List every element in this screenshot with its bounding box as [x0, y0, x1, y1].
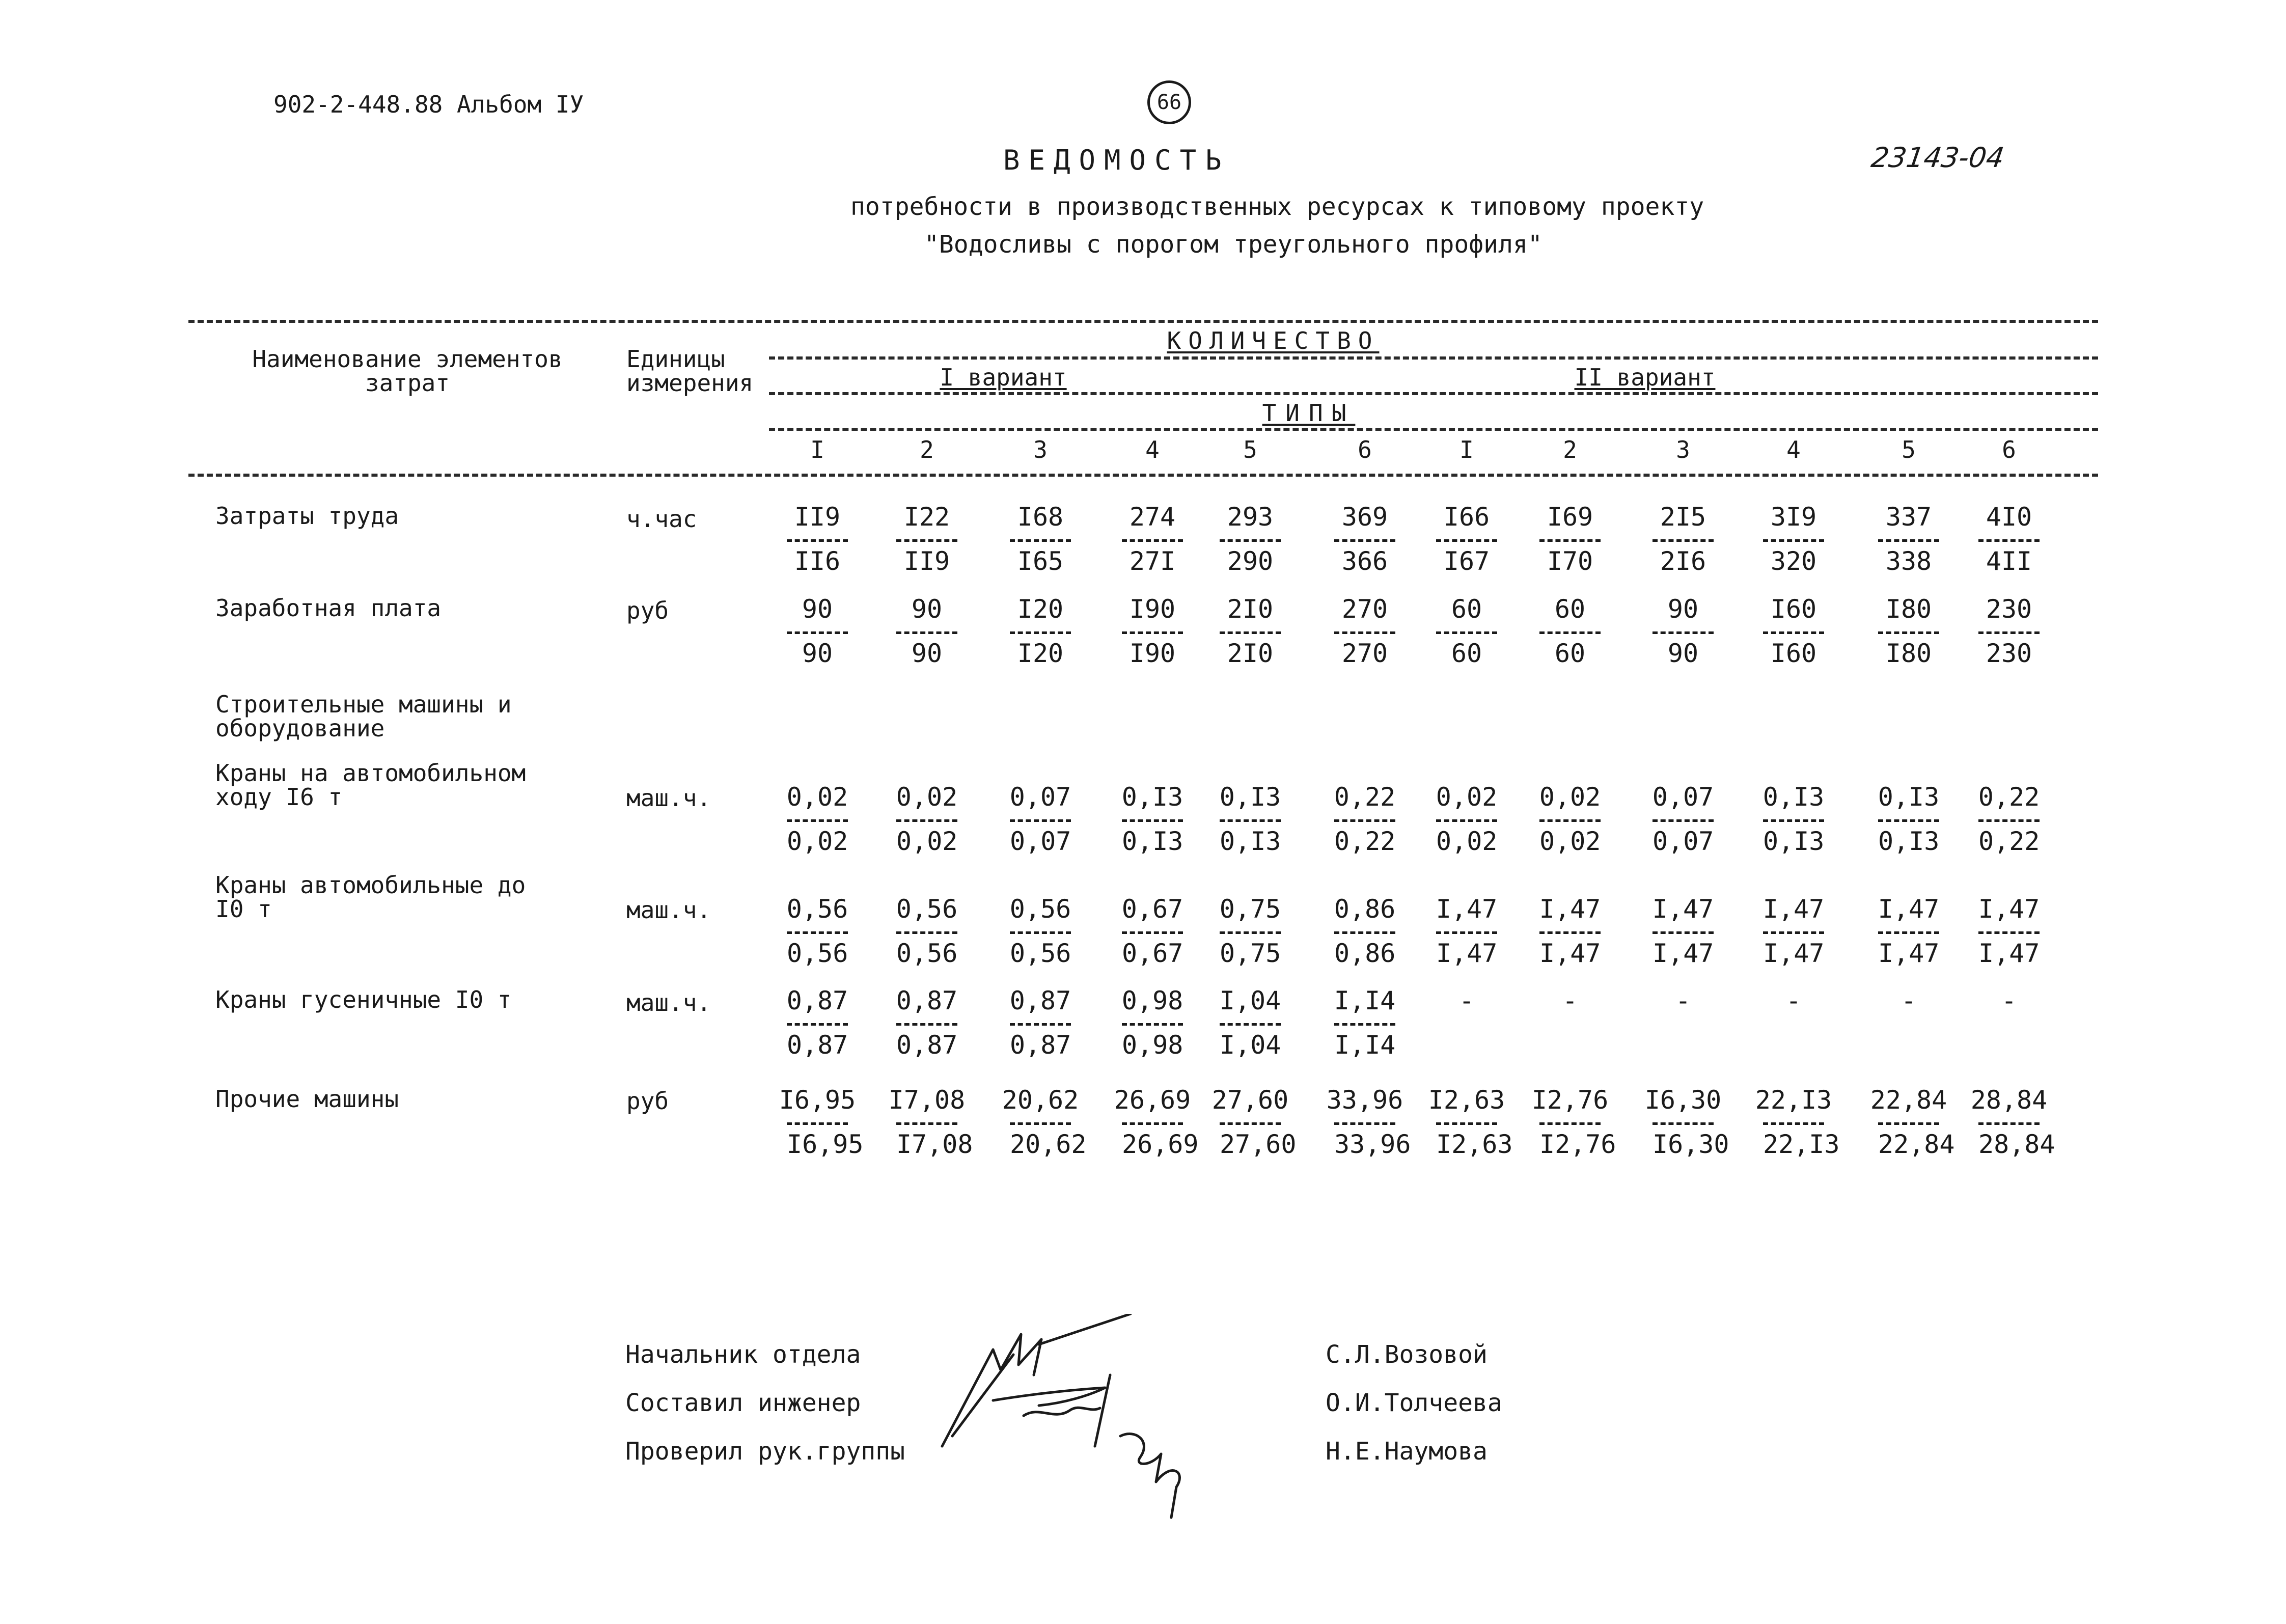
value-denominator: 26,69: [1122, 1122, 1183, 1160]
value-cell: [1411, 502, 1523, 576]
value-cell: [1194, 985, 1306, 1060]
value-denominator: 60: [1436, 631, 1497, 669]
value-numerator: I90: [1129, 594, 1176, 624]
value-cell: [1309, 594, 1421, 669]
signature-name-2: О.И.Толчеева: [1326, 1389, 1502, 1417]
value-numerator: 0,02: [1539, 782, 1601, 812]
value-denominator: 0,56: [896, 931, 957, 969]
value-cell: [1194, 502, 1306, 576]
value-cell: [984, 1085, 1096, 1160]
value-cell: [871, 502, 983, 576]
value-numerator: 4I0: [1986, 502, 2032, 532]
value-denominator: 90: [896, 631, 957, 669]
value-cell: [1309, 1085, 1421, 1160]
value-denominator: 338: [1878, 539, 1939, 576]
value-cell: [1953, 894, 2065, 969]
value-numerator: 26,69: [1114, 1085, 1191, 1115]
row-label: Затраты труда: [215, 502, 399, 530]
value-numerator: 0,56: [1009, 894, 1071, 924]
value-denominator: 230: [1978, 631, 2040, 669]
value-numerator: I,47: [1539, 894, 1601, 924]
value-cell: [1309, 985, 1421, 1060]
value-numerator: 28,84: [1970, 1085, 2048, 1115]
variant-2-header: II вариант: [1553, 366, 1737, 390]
value-denominator: I60: [1763, 631, 1824, 669]
type-number-cell: 5: [1243, 436, 1257, 463]
value-numerator: 0,87: [786, 986, 848, 1015]
page-number-circle: 66: [1147, 80, 1191, 124]
row-unit: ч.час: [626, 505, 697, 533]
value-cell: [1953, 1085, 2065, 1160]
value-cell: [1411, 594, 1523, 669]
value-denominator: 0,22: [1334, 819, 1395, 857]
value-numerator: I,47: [1978, 894, 2040, 924]
value-cell: [1309, 782, 1421, 857]
value-cell: [1953, 502, 2065, 576]
value-cell: [1853, 502, 1965, 576]
value-denominator: I6,30: [1652, 1122, 1714, 1160]
value-denominator: II6: [787, 539, 848, 576]
value-numerator: I68: [1017, 502, 1064, 532]
header-rule-types: [769, 428, 2098, 431]
value-numerator: 0,86: [1334, 894, 1396, 924]
document-title: ВЕДОМОСТЬ: [1003, 144, 1230, 176]
row-unit: руб: [626, 1087, 669, 1115]
value-numerator: I20: [1017, 594, 1064, 624]
value-cell: [1738, 502, 1850, 576]
value-numerator: 369: [1341, 502, 1388, 532]
value-dash: -: [2001, 986, 2017, 1015]
value-cell: [1096, 894, 1208, 969]
value-denominator: 90: [1652, 631, 1714, 669]
value-numerator: 33,96: [1326, 1085, 1403, 1115]
value-numerator: 0,02: [1436, 782, 1498, 812]
value-denominator: 0,07: [1010, 819, 1071, 857]
value-cell: [761, 502, 873, 576]
value-numerator: 0,I3: [1878, 782, 1940, 812]
value-numerator: I6,95: [779, 1085, 856, 1115]
value-cell: [1738, 894, 1850, 969]
value-cell: [761, 594, 873, 669]
header-rule-variants: [769, 392, 2098, 395]
registration-number: 23143-04: [1869, 142, 2006, 174]
row-label: Заработная плата: [215, 594, 442, 622]
value-numerator: 0,22: [1334, 782, 1396, 812]
value-cell: [871, 782, 983, 857]
value-cell: [1627, 1085, 1739, 1160]
row-label: Краны автомобильные до I0 т: [215, 871, 526, 923]
value-cell: [1953, 594, 2065, 669]
value-denominator: I,47: [1763, 931, 1824, 969]
value-cell: [1309, 894, 1421, 969]
value-cell: [1194, 1085, 1306, 1160]
signature-name-3: Н.Е.Наумова: [1326, 1437, 1488, 1466]
value-numerator: I66: [1443, 502, 1490, 532]
value-numerator: I,47: [1762, 894, 1825, 924]
value-cell: [1627, 985, 1739, 1016]
value-numerator: I2,63: [1428, 1085, 1505, 1115]
value-cell: [1953, 782, 2065, 857]
value-cell: [1096, 985, 1208, 1060]
value-dash: -: [1458, 986, 1475, 1015]
value-denominator: 0,I3: [1122, 819, 1183, 857]
value-denominator: I90: [1122, 631, 1183, 669]
row-unit: маш.ч.: [626, 896, 711, 924]
value-denominator: 0,67: [1122, 931, 1183, 969]
signature-name-1: С.Л.Возовой: [1326, 1340, 1488, 1369]
value-denominator: 27I: [1122, 539, 1183, 576]
type-number-cell: 6: [1358, 436, 1372, 463]
value-denominator: 0,I3: [1763, 819, 1824, 857]
type-number-cell: 4: [1786, 436, 1801, 463]
value-numerator: 0,87: [1009, 986, 1071, 1015]
value-denominator: 2I6: [1652, 539, 1714, 576]
value-cell: [1627, 782, 1739, 857]
value-cell: [871, 894, 983, 969]
variant-1-header: I вариант: [917, 366, 1090, 390]
value-cell: [761, 1085, 873, 1160]
value-numerator: I22: [903, 502, 950, 532]
value-cell: [1096, 594, 1208, 669]
value-cell: [1627, 594, 1739, 669]
value-numerator: 337: [1885, 502, 1932, 532]
table-top-rule: [188, 320, 2098, 323]
document-code: 902-2-448.88 Альбом IУ: [273, 91, 584, 118]
value-numerator: 90: [802, 594, 833, 624]
value-denominator: 0,I3: [1220, 819, 1281, 857]
value-denominator: I,47: [1878, 931, 1939, 969]
value-denominator: 0,02: [787, 819, 848, 857]
value-denominator: I80: [1878, 631, 1939, 669]
value-numerator: 0,98: [1121, 986, 1183, 1015]
value-denominator: I,47: [1652, 931, 1714, 969]
type-number-cell: 5: [1902, 436, 1916, 463]
value-cell: [761, 985, 873, 1060]
type-number-cell: 3: [1033, 436, 1048, 463]
value-numerator: 0,22: [1978, 782, 2040, 812]
value-denominator: I,I4: [1334, 1023, 1395, 1060]
value-denominator: 0,87: [896, 1023, 957, 1060]
value-denominator: 60: [1539, 631, 1601, 669]
value-denominator: 0,02: [1539, 819, 1601, 857]
value-numerator: I2,76: [1531, 1085, 1609, 1115]
value-denominator: 320: [1763, 539, 1824, 576]
value-denominator: I67: [1436, 539, 1497, 576]
type-number-cell: 4: [1145, 436, 1160, 463]
value-denominator: I,47: [1978, 931, 2040, 969]
value-cell: [1953, 985, 2065, 1016]
value-denominator: 290: [1220, 539, 1281, 576]
value-numerator: 2I0: [1227, 594, 1274, 624]
value-cell: [1194, 782, 1306, 857]
row-unit: маш.ч.: [626, 989, 711, 1016]
value-dash: -: [1785, 986, 1802, 1015]
value-denominator: 33,96: [1334, 1122, 1395, 1160]
value-cell: [1853, 782, 1965, 857]
value-numerator: 22,84: [1870, 1085, 1947, 1115]
value-denominator: 366: [1334, 539, 1395, 576]
value-denominator: I7,08: [896, 1122, 957, 1160]
value-denominator: I,47: [1436, 931, 1497, 969]
value-numerator: 3I9: [1770, 502, 1817, 532]
row-unit: маш.ч.: [626, 784, 711, 812]
value-denominator: 0,86: [1334, 931, 1395, 969]
row-label: Краны на автомобильном ходу I6 т: [215, 759, 526, 811]
value-cell: [1096, 782, 1208, 857]
value-cell: [1853, 1085, 1965, 1160]
value-numerator: I60: [1770, 594, 1817, 624]
value-numerator: I7,08: [888, 1085, 966, 1115]
value-numerator: 20,62: [1002, 1085, 1079, 1115]
value-denominator: 2I0: [1220, 631, 1281, 669]
value-cell: [1738, 782, 1850, 857]
value-numerator: 90: [1667, 594, 1699, 624]
value-cell: [984, 985, 1096, 1060]
value-denominator: 0,98: [1122, 1023, 1183, 1060]
type-number-cell: I: [810, 436, 824, 463]
value-denominator: I2,63: [1436, 1122, 1497, 1160]
value-numerator: I,47: [1436, 894, 1498, 924]
value-cell: [1853, 894, 1965, 969]
value-denominator: 22,84: [1878, 1122, 1939, 1160]
value-cell: [1514, 782, 1626, 857]
value-denominator: 0,56: [1010, 931, 1071, 969]
value-cell: [1411, 1085, 1523, 1160]
type-number-cell: 6: [2002, 436, 2016, 463]
value-cell: [871, 594, 983, 669]
value-cell: [1514, 1085, 1626, 1160]
value-numerator: 293: [1227, 502, 1274, 532]
type-number-cell: 2: [1563, 436, 1577, 463]
value-cell: [1627, 894, 1739, 969]
value-cell: [1514, 894, 1626, 969]
row-label: Краны гусеничные I0 т: [215, 986, 512, 1013]
value-numerator: 0,02: [786, 782, 848, 812]
value-numerator: 90: [911, 594, 943, 624]
value-dash: -: [1901, 986, 1917, 1015]
value-numerator: 2I5: [1660, 502, 1706, 532]
value-numerator: 0,75: [1219, 894, 1281, 924]
value-denominator: 0,02: [1436, 819, 1497, 857]
value-numerator: 0,87: [896, 986, 958, 1015]
value-numerator: I,47: [1878, 894, 1940, 924]
value-denominator: 20,62: [1010, 1122, 1071, 1160]
signature-role-3: Проверил рук.группы: [625, 1437, 905, 1466]
value-denominator: 27,60: [1220, 1122, 1281, 1160]
value-numerator: I80: [1885, 594, 1932, 624]
row-label: Строительные машины и оборудование: [215, 691, 512, 742]
value-cell: [984, 502, 1096, 576]
value-numerator: 0,56: [896, 894, 958, 924]
value-cell: [1194, 894, 1306, 969]
value-numerator: 0,I3: [1121, 782, 1183, 812]
value-numerator: 0,56: [786, 894, 848, 924]
value-cell: [1853, 985, 1965, 1016]
value-denominator: 0,02: [896, 819, 957, 857]
value-denominator: 0,87: [1010, 1023, 1071, 1060]
value-denominator: 22,I3: [1763, 1122, 1824, 1160]
value-cell: [1738, 985, 1850, 1016]
value-dash: -: [1562, 986, 1578, 1015]
value-cell: [984, 594, 1096, 669]
value-denominator: I,47: [1539, 931, 1601, 969]
value-cell: [871, 1085, 983, 1160]
value-numerator: 60: [1554, 594, 1586, 624]
value-denominator: 0,07: [1652, 819, 1714, 857]
value-numerator: 0,07: [1652, 782, 1714, 812]
value-denominator: I20: [1010, 631, 1071, 669]
value-numerator: 0,67: [1121, 894, 1183, 924]
value-dash: -: [1675, 986, 1691, 1015]
value-numerator: 0,I3: [1762, 782, 1825, 812]
row-unit: руб: [626, 597, 669, 624]
value-cell: [1194, 594, 1306, 669]
value-denominator: 270: [1334, 631, 1395, 669]
value-numerator: I69: [1547, 502, 1593, 532]
column-header-name: Наименование элементов затрат: [252, 345, 563, 397]
handwritten-signatures: [937, 1314, 1253, 1528]
value-denominator: II9: [896, 539, 957, 576]
value-numerator: I,04: [1219, 986, 1281, 1015]
value-cell: [1411, 782, 1523, 857]
value-cell: [1096, 1085, 1208, 1160]
value-numerator: 0,I3: [1219, 782, 1281, 812]
value-denominator: I65: [1010, 539, 1071, 576]
value-numerator: 22,I3: [1755, 1085, 1832, 1115]
value-numerator: I6,30: [1644, 1085, 1722, 1115]
value-cell: [1738, 594, 1850, 669]
type-number-cell: 3: [1676, 436, 1690, 463]
type-number-cell: 2: [920, 436, 934, 463]
column-header-unit: Единицы измерения: [626, 345, 754, 397]
value-cell: [761, 894, 873, 969]
value-numerator: 60: [1451, 594, 1482, 624]
value-cell: [871, 985, 983, 1060]
value-denominator: 28,84: [1978, 1122, 2040, 1160]
document-subtitle-line1: потребности в производственных ресурсах к типовому проекту: [850, 192, 1704, 221]
value-denominator: 0,87: [787, 1023, 848, 1060]
value-denominator: I2,76: [1539, 1122, 1601, 1160]
value-numerator: 27,60: [1211, 1085, 1289, 1115]
signature-role-2: Составил инженер: [625, 1389, 861, 1417]
header-rule-quantity: [769, 356, 2098, 360]
table-header-bottom-rule: [188, 474, 2098, 477]
value-cell: [1627, 502, 1739, 576]
value-numerator: 230: [1986, 594, 2032, 624]
value-cell: [984, 894, 1096, 969]
value-cell: [1096, 502, 1208, 576]
value-denominator: 0,56: [787, 931, 848, 969]
row-label: Прочие машины: [215, 1085, 399, 1113]
value-cell: [1411, 894, 1523, 969]
value-cell: [1514, 985, 1626, 1016]
value-denominator: 4II: [1978, 539, 2040, 576]
signature-role-1: Начальник отдела: [625, 1340, 861, 1369]
value-numerator: 0,07: [1009, 782, 1071, 812]
value-denominator: 0,I3: [1878, 819, 1939, 857]
value-denominator: I6,95: [787, 1122, 848, 1160]
value-denominator: 90: [787, 631, 848, 669]
value-cell: [1738, 1085, 1850, 1160]
value-numerator: 270: [1341, 594, 1388, 624]
value-numerator: 0,02: [896, 782, 958, 812]
value-numerator: I,47: [1652, 894, 1714, 924]
value-cell: [1853, 594, 1965, 669]
value-cell: [1309, 502, 1421, 576]
value-cell: [1514, 502, 1626, 576]
value-cell: [1514, 594, 1626, 669]
value-denominator: I,04: [1220, 1023, 1281, 1060]
value-numerator: II9: [794, 502, 841, 532]
value-numerator: 274: [1129, 502, 1176, 532]
document-subtitle-line2: "Водосливы с порогом треугольного профиля": [924, 230, 1543, 259]
types-header: ТИПЫ: [1217, 401, 1400, 425]
quantity-header: КОЛИЧЕСТВО: [1095, 329, 1451, 353]
value-denominator: 0,75: [1220, 931, 1281, 969]
value-cell: [1411, 985, 1523, 1016]
value-denominator: I70: [1539, 539, 1601, 576]
type-number-cell: I: [1459, 436, 1474, 463]
value-cell: [761, 782, 873, 857]
value-denominator: 0,22: [1978, 819, 2040, 857]
value-numerator: I,I4: [1334, 986, 1396, 1015]
value-cell: [984, 782, 1096, 857]
